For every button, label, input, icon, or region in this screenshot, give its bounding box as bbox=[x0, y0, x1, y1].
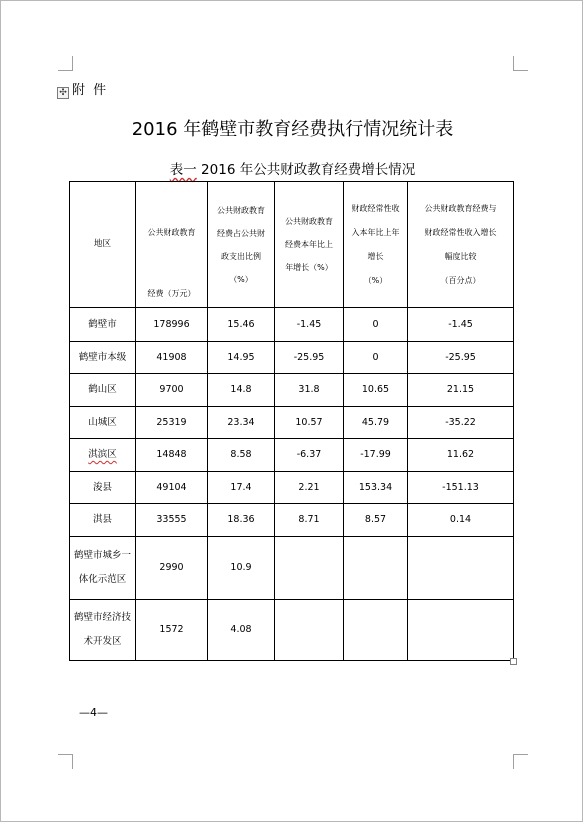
cell-region: 浚县 bbox=[70, 472, 136, 504]
crop-mark-bottom-right bbox=[513, 754, 528, 769]
cell-difference: 11.62 bbox=[408, 439, 514, 472]
cell-ratio: 14.95 bbox=[208, 342, 275, 374]
header-difference-line: 幅度比较 bbox=[444, 251, 477, 261]
header-ratio bbox=[208, 182, 275, 308]
cell-expenditure: 178996 bbox=[136, 308, 208, 342]
cell-region-line: 鹤壁市城乡一 bbox=[73, 550, 131, 561]
statistics-table bbox=[69, 181, 514, 661]
cell-ratio: 14.8 bbox=[208, 374, 275, 407]
header-difference bbox=[408, 182, 514, 308]
header-revenue-line: 财政经常性收 bbox=[351, 203, 400, 213]
cell-expenditure: 14848 bbox=[136, 439, 208, 472]
cell-difference: -1.45 bbox=[408, 308, 514, 342]
attachment-label: 附 件 bbox=[72, 83, 109, 98]
cell-expenditure: 41908 bbox=[136, 342, 208, 374]
cell-empty bbox=[275, 600, 344, 661]
table-row bbox=[70, 342, 514, 374]
table-move-handle-icon[interactable]: ✣ bbox=[57, 87, 69, 99]
header-growth-line: 经费本年比上 bbox=[285, 240, 333, 249]
header-ratio-line: （%） bbox=[229, 274, 253, 284]
cell-revenue-growth: 45.79 bbox=[344, 407, 408, 439]
header-growth-line: 年增长（%） bbox=[285, 263, 333, 272]
cell-empty bbox=[344, 537, 408, 600]
cell-region-line: 体化示范区 bbox=[78, 574, 127, 585]
cell-growth: -1.45 bbox=[275, 308, 344, 342]
cell-difference: -35.22 bbox=[408, 407, 514, 439]
table-row bbox=[70, 472, 514, 504]
cell-region: 鹤壁市 bbox=[70, 308, 136, 342]
header-difference-line: （百分点） bbox=[440, 275, 481, 285]
cell-ratio: 8.58 bbox=[208, 439, 275, 472]
header-expenditure-line2: 经费（万元） bbox=[147, 289, 196, 298]
header-expenditure bbox=[136, 182, 208, 308]
table-resize-handle[interactable] bbox=[510, 658, 517, 665]
table-subtitle bbox=[1, 158, 583, 178]
page-number: —4— bbox=[79, 706, 108, 719]
crop-mark-bottom-left bbox=[58, 754, 73, 769]
table-row bbox=[70, 600, 514, 661]
header-revenue-line: （%） bbox=[363, 275, 388, 285]
cell-revenue-growth: 8.57 bbox=[344, 504, 408, 537]
cell-revenue-growth: 153.34 bbox=[344, 472, 408, 504]
cell-region: 淇县 bbox=[70, 504, 136, 537]
cell-region-text: 淇滨区 bbox=[88, 449, 117, 460]
cell-revenue-growth: -17.99 bbox=[344, 439, 408, 472]
cell-ratio: 23.34 bbox=[208, 407, 275, 439]
cell-empty bbox=[344, 600, 408, 661]
header-ratio-line: 经费占公共财 bbox=[217, 228, 265, 238]
table-row bbox=[70, 374, 514, 407]
cell-expenditure: 33555 bbox=[136, 504, 208, 537]
cell-growth: 31.8 bbox=[275, 374, 344, 407]
cell-expenditure: 49104 bbox=[136, 472, 208, 504]
table-row bbox=[70, 537, 514, 600]
cell-revenue-growth: 10.65 bbox=[344, 374, 408, 407]
cell-difference: -151.13 bbox=[408, 472, 514, 504]
header-growth-line: 公共财政教育 bbox=[285, 217, 333, 226]
table-row bbox=[70, 439, 514, 472]
cell-region: 鹤壁市本级 bbox=[70, 342, 136, 374]
cell-growth: 8.71 bbox=[275, 504, 344, 537]
header-row bbox=[70, 182, 514, 308]
header-revenue-line: 入本年比上年 bbox=[351, 227, 400, 237]
header-difference-line: 公共财政教育经费与 bbox=[424, 203, 497, 213]
cell-expenditure: 2990 bbox=[136, 537, 208, 600]
cell-empty bbox=[408, 600, 514, 661]
table-row bbox=[70, 504, 514, 537]
cell-growth: -25.95 bbox=[275, 342, 344, 374]
header-ratio-line: 公共财政教育 bbox=[217, 205, 265, 215]
header-region: 地区 bbox=[70, 182, 136, 308]
cell-region-line: 术开发区 bbox=[83, 636, 122, 647]
header-revenue-line: 增长 bbox=[367, 251, 384, 261]
cell-empty bbox=[408, 537, 514, 600]
header-revenue-growth bbox=[344, 182, 408, 308]
document-title: 2016 年鹤壁市教育经费执行情况统计表 bbox=[131, 119, 454, 140]
cell-region: 鹤山区 bbox=[70, 374, 136, 407]
header-difference-line: 财政经常性收入增长 bbox=[424, 227, 497, 237]
cell-region bbox=[70, 600, 136, 661]
cell-region-line: 鹤壁市经济技 bbox=[73, 612, 131, 623]
subtitle-text: 2016 年公共财政教育经费增长情况 bbox=[196, 162, 416, 178]
cell-ratio: 4.08 bbox=[208, 600, 275, 661]
table-row bbox=[70, 308, 514, 342]
cell-ratio: 15.46 bbox=[208, 308, 275, 342]
cell-expenditure: 25319 bbox=[136, 407, 208, 439]
cell-region bbox=[70, 537, 136, 600]
cell-difference: -25.95 bbox=[408, 342, 514, 374]
cell-region bbox=[70, 439, 136, 472]
cell-expenditure: 1572 bbox=[136, 600, 208, 661]
cell-growth: 10.57 bbox=[275, 407, 344, 439]
cell-ratio: 10.9 bbox=[208, 537, 275, 600]
cell-difference: 0.14 bbox=[408, 504, 514, 537]
header-growth bbox=[275, 182, 344, 308]
cell-growth: 2.21 bbox=[275, 472, 344, 504]
header-ratio-line: 政支出比例 bbox=[221, 251, 261, 261]
cell-ratio: 17.4 bbox=[208, 472, 275, 504]
subtitle-prefix: 表一 bbox=[169, 162, 197, 178]
cell-revenue-growth: 0 bbox=[344, 308, 408, 342]
table-row bbox=[70, 407, 514, 439]
cell-region: 山城区 bbox=[70, 407, 136, 439]
cell-empty bbox=[275, 537, 344, 600]
cell-expenditure: 9700 bbox=[136, 374, 208, 407]
crop-mark-top-left bbox=[58, 56, 73, 71]
header-expenditure-line1: 公共财政教育 bbox=[147, 228, 196, 237]
cell-difference: 21.15 bbox=[408, 374, 514, 407]
cell-ratio: 18.36 bbox=[208, 504, 275, 537]
cell-revenue-growth: 0 bbox=[344, 342, 408, 374]
crop-mark-top-right bbox=[513, 56, 528, 71]
cell-growth: -6.37 bbox=[275, 439, 344, 472]
